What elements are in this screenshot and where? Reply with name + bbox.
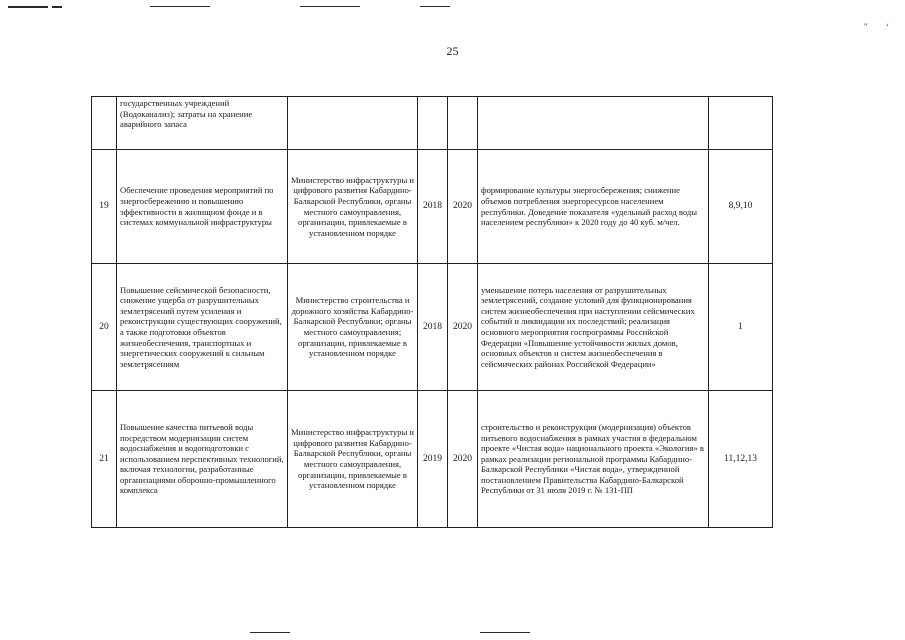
table-row xyxy=(92,391,773,528)
cell-num: 19 xyxy=(92,150,117,264)
cell-num xyxy=(92,97,117,150)
program-measures-table xyxy=(91,96,773,528)
cell-num: 21 xyxy=(92,391,117,528)
cell-end: 2020 xyxy=(448,391,478,528)
scan-artifact-line xyxy=(250,632,290,633)
cell-description: Обеспечение проведения мероприятий по энергосбережению и повышению эффективности в жилищном фонде и в системах коммунальной инфраструктуры xyxy=(117,150,288,264)
cell-executor: Министерство инфраструктуры и цифрового развития Кабардино-Балкарской Республики, органы местного самоуправления, организации, привлекаемые в установленном порядке xyxy=(288,391,418,528)
cell-start: 2019 xyxy=(418,391,448,528)
cell-indicators: 1 xyxy=(709,264,773,391)
cell-result xyxy=(478,97,709,150)
cell-indicators xyxy=(709,97,773,150)
scan-artifact-marks: ″ ‘ xyxy=(864,22,897,32)
cell-description: Повышение сейсмической безопасности, снижение ущерба от разрушительных землетрясений путем усиления и реконструкции существующих сооружений, а также подготовки объектов жизнеобеспечения, транспортных и энергетических сооружений к сильным землетрясениям xyxy=(117,264,288,391)
cell-description: Повышение качества питьевой воды посредством модернизации систем водоснабжения и водоподготовки с использованием перспективных технологий, включая технологии, разработанные организациями оборонно-промышленного комплекса xyxy=(117,391,288,528)
table-row xyxy=(92,264,773,391)
cell-start xyxy=(418,97,448,150)
scan-artifact-line xyxy=(52,6,62,8)
cell-executor: Министерство строительства и дорожного хозяйства Кабардино-Балкарской Республики; органы местного самоуправления; организации, привлекаемые в установленном порядке xyxy=(288,264,418,391)
cell-end xyxy=(448,97,478,150)
page-number: 25 xyxy=(446,44,459,58)
cell-result: уменьшение потерь населения от разрушительных землетрясений, создание условий для функционирования систем жизнеобеспечения при наступлении сейсмических событий и ликвидации их последствий; реализация основного мероприятия госпрограммы Российской Федерации «Повышение устойчивости жилых домов, основных объектов и систем жизнеобеспечения в сейсмических районах Российской Федерации» xyxy=(478,264,709,391)
cell-end: 2020 xyxy=(448,150,478,264)
cell-indicators: 8,9,10 xyxy=(709,150,773,264)
scan-artifact-line xyxy=(150,6,210,7)
table-row xyxy=(92,150,773,264)
table-row-carryover xyxy=(92,97,773,150)
cell-executor: Министерство инфраструктуры и цифрового развития Кабардино-Балкарской Республики, органы местного самоуправления, организации, привлекаемые в установленном порядке xyxy=(288,150,418,264)
cell-executor xyxy=(288,97,418,150)
cell-description: государственных учреждений (Водоканализ); затраты на хранение аварийного запаса xyxy=(117,97,288,150)
scan-artifact-line xyxy=(420,6,450,7)
scan-artifact-line xyxy=(8,6,48,8)
cell-start: 2018 xyxy=(418,264,448,391)
cell-end: 2020 xyxy=(448,264,478,391)
cell-result: формирование культуры энергосбережения; снижение объемов потребления энергоресурсов населением республики. Доведение показателя «удельный расход воды населением республики» к 2020 году до 40 куб. м/чел. xyxy=(478,150,709,264)
scan-artifact-line xyxy=(480,632,530,633)
cell-start: 2018 xyxy=(418,150,448,264)
cell-result: строительство и реконструкция (модернизация) объектов питьевого водоснабжения в рамках участия в федеральном проекте «Чистая вода» национального проекта «Экология» в рамках реализации региональной программы Кабардино-Балкарской Республики «Чистая вода», утвержденной постановлением Правительства Кабардино-Балкарской Республики от 31 июля 2019 г. № 131-ПП xyxy=(478,391,709,528)
cell-num: 20 xyxy=(92,264,117,391)
cell-indicators: 11,12,13 xyxy=(709,391,773,528)
scan-artifact-line xyxy=(300,6,360,7)
